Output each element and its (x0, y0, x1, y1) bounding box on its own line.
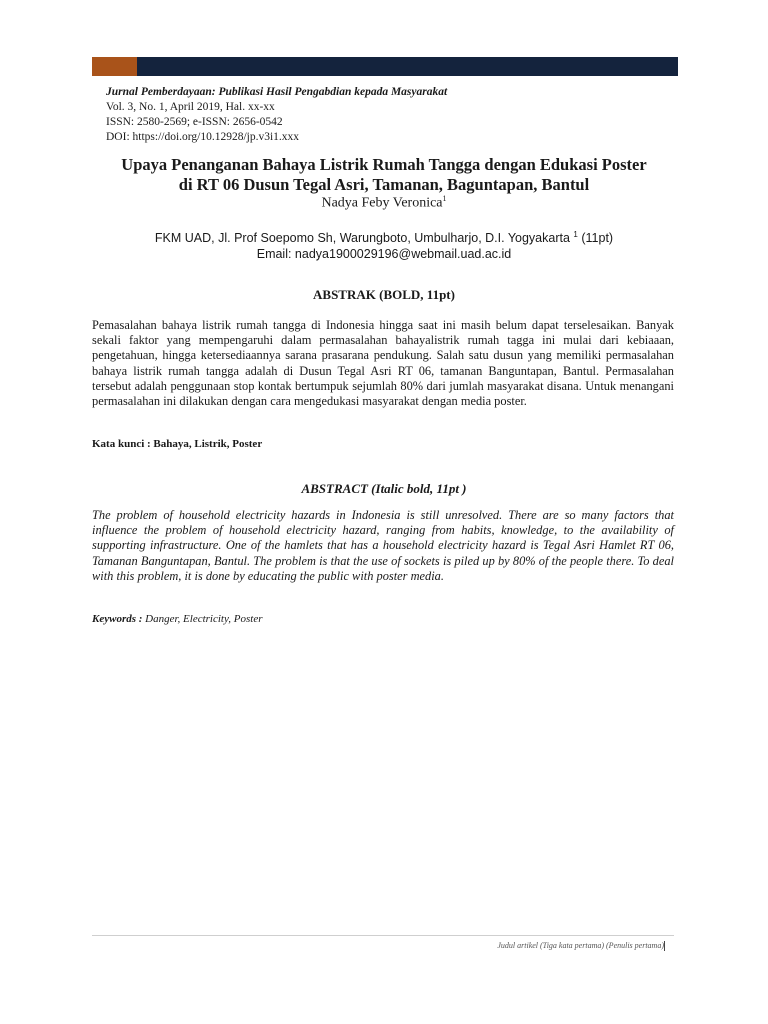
journal-doi: DOI: https://doi.org/10.12928/jp.v3i1.xxx (106, 131, 300, 143)
keywords (92, 613, 262, 625)
article-title (80, 155, 688, 195)
affiliation-text: FKM UAD, Jl. Prof Soepomo Sh, Warungboto, Umbulharjo, D.I. Yogyakarta (154, 231, 570, 246)
affiliation-sup: 1 (573, 230, 578, 239)
journal-issn: ISSN: 2580-2569; e-ISSN: 2656-0542 (106, 116, 283, 128)
author-email: Email: nadya1900029196@webmail.uad.ac.id (256, 247, 512, 262)
author (0, 194, 768, 212)
footer-running-title: Judul artikel (Tiga kata pertama) (Penulis pertama) (497, 941, 664, 950)
journal-volume: Vol. 3, No. 1, April 2019, Hal. xx-xx (106, 101, 275, 113)
abstrak-body: Pemasalahan bahaya listrik rumah tangga di Indonesia hingga saat ini masih belum dapat terselesaikan. Banyak sekali faktor yang mempengaruhi dalam permasalahan bahayalistrik rumah tagga ini mulai dari kebiaaan, pengetahuan, hingga ketersediaannya sarana prasarana pendukung. Salah satu dusun yang memiliki permasalahan bahaya listrik rumah tangga adalah di Dusun Tegal Asri RT 06, tamanan Banguntapan, Bantul. Permasalahan tersebut adalah penggunaan stop kontak bertumpuk sejumlah 80% dari jumlah masyarakat disana. Untuk menangani permasalahan ini dilakukan dengan cara mengedukasi masyarakat dengan media poster. (92, 318, 674, 409)
affiliation-line (0, 227, 768, 246)
article-title-line-2: di RT 06 Dusun Tegal Asri, Tamanan, Baguntapan, Bantul (178, 175, 590, 194)
header-accent-block (92, 57, 137, 76)
keywords-label: Keywords : (92, 613, 143, 625)
journal-name: Jurnal Pemberdayaan: Publikasi Hasil Pengabdian kepada Masyarakat (106, 86, 448, 98)
footer-page-marker (664, 941, 665, 951)
abstract-body: The problem of household electricity hazards in Indonesia is still unresolved. There are so many factors that influence the problem of household electricity hazard, ranging from habits, knowledge, to the availability of supporting infrastructure. One of the hamlets that has a household electricity hazard is Tegal Asri Hamlet RT 06, Tamanan Banguntapan, Bantul. The problem is that the use of sockets is piled up by 80% of the people there. To deal with this problem, it is done by educating the public with poster media. (92, 508, 674, 583)
keywords-value: Danger, Electricity, Poster (142, 613, 263, 625)
footer-divider (92, 935, 674, 936)
affiliation (0, 227, 768, 262)
affiliation-note: (11pt) (577, 231, 614, 246)
author-name: Nadya Feby Veronica (321, 195, 443, 211)
abstrak-heading: ABSTRAK (BOLD, 11pt) (313, 287, 455, 302)
kata-kunci: Kata kunci : Bahaya, Listrik, Poster (92, 438, 263, 450)
abstract-heading: ABSTRACT (Italic bold, 11pt ) (301, 481, 467, 496)
author-sup: 1 (442, 194, 447, 203)
header-bar (92, 57, 678, 76)
article-title-line-1: Upaya Penanganan Bahaya Listrik Rumah Tangga dengan Edukasi Poster (121, 155, 647, 174)
journal-info (106, 85, 447, 145)
